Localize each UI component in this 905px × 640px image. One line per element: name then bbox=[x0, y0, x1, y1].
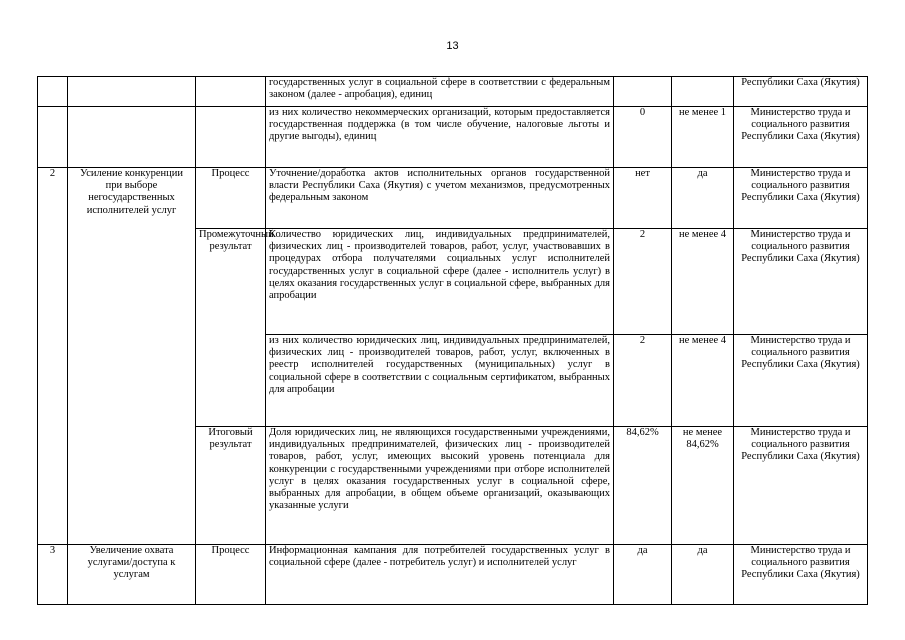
responsible-cell: Министерство труда и социального развития Республики Саха (Якутия) bbox=[734, 107, 868, 168]
task-cell: Усиление конкуренции при выборе негосударственных исполнителей услуг bbox=[68, 168, 196, 545]
indicator-cell: Количество юридических лиц, индивидуальных предпринимателей, физических лиц - производителей товаров, работ, услуг, участвовавших в процедурах отбора получателями социальных услуг исполнителей государственных услуг в социальной сфере (далее - исполнитель услуг) в целях оказания государственных услуг в социальной сфере, выбранных для апробации bbox=[266, 229, 614, 335]
type-cell: Процесс bbox=[196, 168, 266, 229]
indicator-cell: Уточнение/доработка актов исполнительных органов государственной власти Республики Саха (Якутия) с учетом механизмов, предусмотренных федеральным законом bbox=[266, 168, 614, 229]
target-value-cell: не менее 84,62% bbox=[672, 427, 734, 545]
base-value-cell: 2 bbox=[614, 229, 672, 335]
responsible-cell: Республики Саха (Якутия) bbox=[734, 77, 868, 107]
type-cell: Промежуточный результат bbox=[196, 229, 266, 427]
base-value-cell: нет bbox=[614, 168, 672, 229]
indicator-cell: из них количество некоммерческих организаций, которым предоставляется государственная поддержка (в том числе обучение, налоговые льготы и другие выгоды), единиц bbox=[266, 107, 614, 168]
task-number-cell: 3 bbox=[38, 545, 68, 605]
base-value-cell: 84,62% bbox=[614, 427, 672, 545]
task-number-cell: 2 bbox=[38, 168, 68, 545]
target-value-cell: не менее 1 bbox=[672, 107, 734, 168]
base-value-cell: 2 bbox=[614, 335, 672, 427]
num-cell bbox=[38, 107, 68, 168]
type-cell: Процесс bbox=[196, 545, 266, 605]
target-value-cell bbox=[672, 77, 734, 107]
target-value-cell: не менее 4 bbox=[672, 335, 734, 427]
table-row bbox=[38, 168, 868, 229]
base-value-cell: да bbox=[614, 545, 672, 605]
table-row bbox=[38, 77, 868, 107]
indicators-table bbox=[37, 76, 868, 605]
target-value-cell: не менее 4 bbox=[672, 229, 734, 335]
type-cell bbox=[196, 107, 266, 168]
indicator-cell: Информационная кампания для потребителей государственных услуг в социальной сфере (далее - потребитель услуг) и исполнителей услуг bbox=[266, 545, 614, 605]
page-number: 13 bbox=[446, 40, 459, 52]
responsible-cell: Министерство труда и социального развития Республики Саха (Якутия) bbox=[734, 427, 868, 545]
responsible-cell: Министерство труда и социального развития Республики Саха (Якутия) bbox=[734, 545, 868, 605]
target-value-cell: да bbox=[672, 168, 734, 229]
task-cell bbox=[68, 107, 196, 168]
base-value-cell: 0 bbox=[614, 107, 672, 168]
table-row bbox=[38, 545, 868, 605]
type-cell: Итоговый результат bbox=[196, 427, 266, 545]
indicator-cell: Доля юридических лиц, не являющихся государственными учреждениями, индивидуальных предпринимателей, физических лиц - производителей товаров, работ, услуг, имеющих высокий уровень потенциала для конкуренции с государственными учреждениями при отборе исполнителей услуг в целях оказания государственных услуг в социальной сфере, выбранных для апробации, в общем объеме организаций, оказывающих указанные услуги bbox=[266, 427, 614, 545]
indicator-cell: из них количество юридических лиц, индивидуальных предпринимателей, физических лиц - производителей товаров, работ, услуг, включенных в реестр исполнителей государственных (муниципальных) услуг в социальной сфере в соответствии с социальным сертификатом, выбранных для апробации bbox=[266, 335, 614, 427]
table-row bbox=[38, 107, 868, 168]
target-value-cell: да bbox=[672, 545, 734, 605]
responsible-cell: Министерство труда и социального развития Республики Саха (Якутия) bbox=[734, 229, 868, 335]
task-cell: Увеличение охвата услугами/доступа к услугам bbox=[68, 545, 196, 605]
responsible-cell: Министерство труда и социального развития Республики Саха (Якутия) bbox=[734, 335, 868, 427]
type-cell bbox=[196, 77, 266, 107]
num-cell bbox=[38, 77, 68, 107]
base-value-cell bbox=[614, 77, 672, 107]
task-cell bbox=[68, 77, 196, 107]
indicator-cell: государственных услуг в социальной сфере в соответствии с федеральным законом (далее - апробация), единиц bbox=[266, 77, 614, 107]
responsible-cell: Министерство труда и социального развития Республики Саха (Якутия) bbox=[734, 168, 868, 229]
